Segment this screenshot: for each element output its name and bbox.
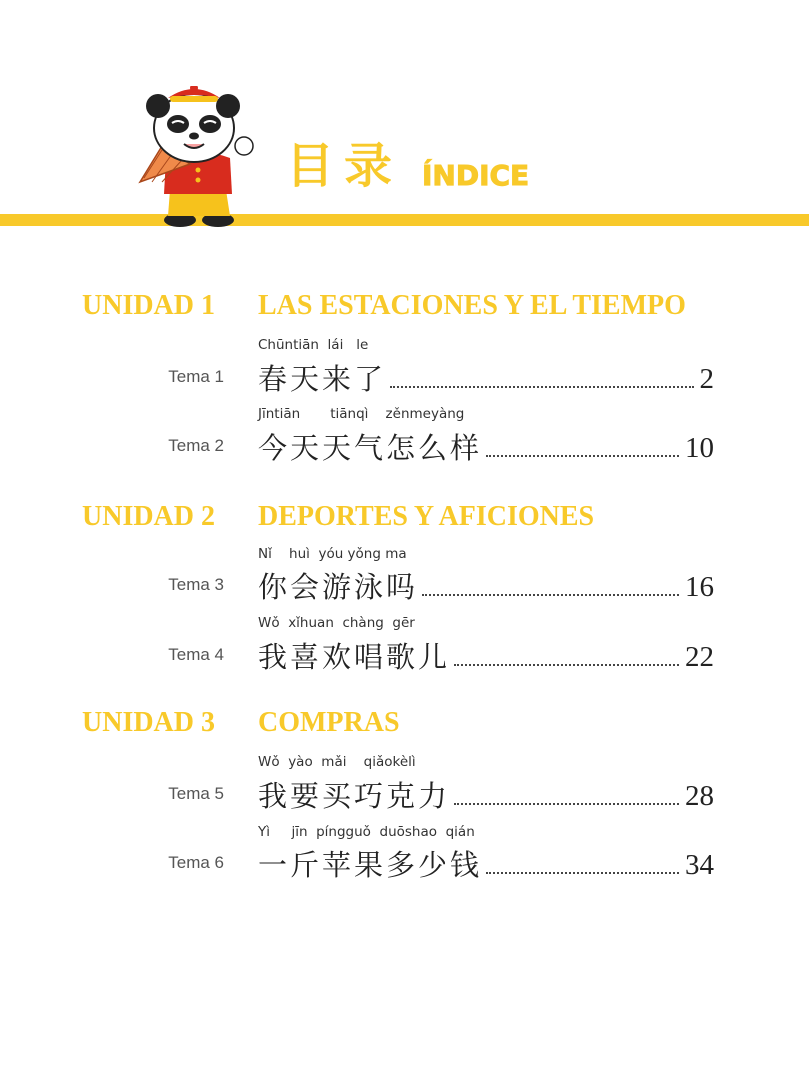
lesson-1-tema: Tema 1 xyxy=(168,367,224,386)
dot-leader xyxy=(486,455,679,457)
toc-entry-1[interactable] xyxy=(258,358,714,394)
lesson-1-pinyin: Chūntiān lái le xyxy=(258,337,369,353)
unit-2-label: UNIDAD 2 xyxy=(82,501,215,532)
lesson-2-page: 10 xyxy=(685,432,714,464)
lesson-3-page: 16 xyxy=(685,571,714,603)
toc-entry-4[interactable] xyxy=(258,636,714,672)
toc-entry-3[interactable] xyxy=(258,566,714,602)
lesson-1-page: 2 xyxy=(699,363,714,395)
lesson-4-title: 我喜欢唱歌儿 xyxy=(258,640,451,674)
unit-3-label: UNIDAD 3 xyxy=(82,707,215,738)
lesson-2-tema: Tema 2 xyxy=(168,436,224,455)
toc-entry-2[interactable] xyxy=(258,427,714,463)
index-title-chinese: 目录 xyxy=(286,138,403,194)
lesson-1-title: 春天来了 xyxy=(258,362,387,396)
panda-mascot-icon xyxy=(132,86,262,228)
toc-entry-5[interactable] xyxy=(258,775,714,811)
lesson-6-pinyin: Yì jīn píngguǒ duōshao qián xyxy=(258,824,475,840)
lesson-2-title: 今天天气怎么样 xyxy=(258,431,483,465)
lesson-3-pinyin: Nǐ huì yóu yǒng ma xyxy=(258,546,407,562)
dot-leader xyxy=(486,872,679,874)
index-title-spanish: ÍNDICE xyxy=(422,159,530,192)
lesson-5-tema: Tema 5 xyxy=(168,784,224,803)
lesson-4-page: 22 xyxy=(685,641,714,673)
unit-3-title: COMPRAS xyxy=(258,707,400,738)
dot-leader xyxy=(454,803,679,805)
unit-1-label: UNIDAD 1 xyxy=(82,290,215,321)
lesson-3-tema: Tema 3 xyxy=(168,575,224,594)
lesson-6-title: 一斤苹果多少钱 xyxy=(258,848,483,882)
toc-entry-6[interactable] xyxy=(258,844,714,880)
dot-leader xyxy=(422,594,679,596)
lesson-6-tema: Tema 6 xyxy=(168,853,224,872)
lesson-4-tema: Tema 4 xyxy=(168,645,224,664)
unit-1-title: LAS ESTACIONES Y EL TIEMPO xyxy=(258,290,686,321)
lesson-5-title: 我要买巧克力 xyxy=(258,779,451,813)
lesson-5-pinyin: Wǒ yào mǎi qiǎokèlì xyxy=(258,754,416,770)
header-bar xyxy=(0,214,809,226)
dot-leader xyxy=(390,386,693,388)
lesson-3-title: 你会游泳吗 xyxy=(258,570,419,604)
lesson-2-pinyin: Jīntiān tiānqì zěnmeyàng xyxy=(258,406,465,422)
dot-leader xyxy=(454,664,679,666)
unit-2-title: DEPORTES Y AFICIONES xyxy=(258,501,595,532)
lesson-4-pinyin: Wǒ xǐhuan chàng gēr xyxy=(258,615,415,631)
lesson-5-page: 28 xyxy=(685,780,714,812)
lesson-6-page: 34 xyxy=(685,849,714,881)
